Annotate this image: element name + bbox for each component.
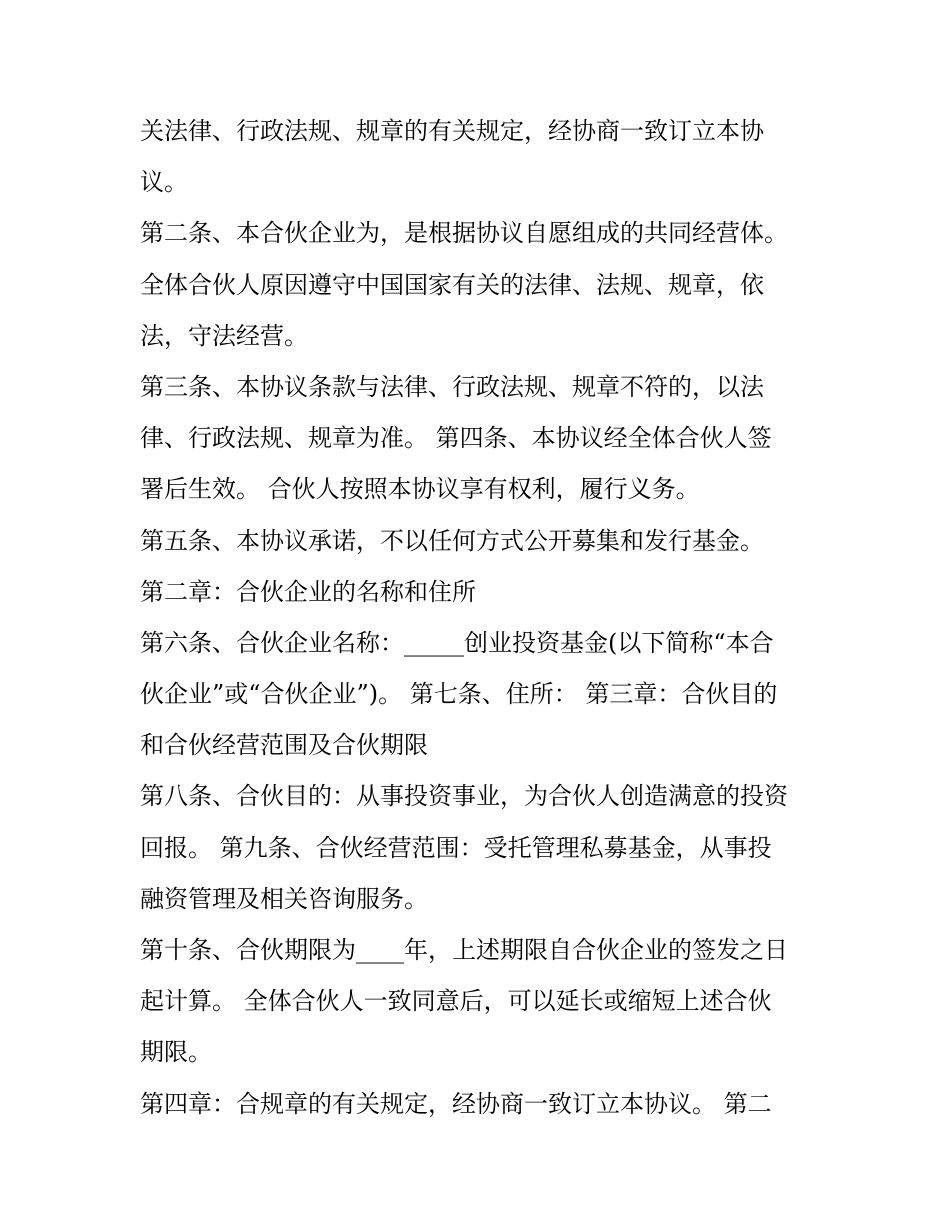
text-line: 律、行政法规、规章为准。 第四条、本协议经全体合伙人签 [140, 424, 772, 453]
text-line: 法，守法经营。 [140, 321, 308, 350]
text-line: 第三条、本协议条款与法律、行政法规、规章不符的，以法 [140, 372, 764, 401]
text-line: 期限。 [140, 1038, 212, 1067]
text-line: 署后生效。 合伙人按照本协议享有权利，履行义务。 [140, 475, 700, 504]
text-line: 起计算。 全体合伙人一致同意后，可以延长或缩短上述合伙 [140, 987, 772, 1016]
text-line: 第二条、本合伙企业为，是根据协议自愿组成的共同经营体。 [140, 219, 788, 248]
document-body [140, 106, 830, 1130]
text-line: 第八条、合伙目的：从事投资事业，为合伙人创造满意的投资 [140, 782, 788, 811]
text-line: 第十条、合伙期限为____年，上述期限自合伙企业的签发之日 [140, 936, 788, 964]
chapter-heading: 第二章：合伙企业的名称和住所 [140, 577, 476, 606]
text-line: 融资管理及相关咨询服务。 [140, 884, 428, 913]
text-line: 关法律、行政法规、规章的有关规定，经协商一致订立本协 [140, 117, 764, 145]
text-line: 回报。 第九条、合伙经营范围：受托管理私募基金，从事投 [140, 833, 772, 862]
text-line: 议。 [140, 168, 188, 197]
text-line: 全体合伙人原因遵守中国国家有关的法律、法规、规章，依 [140, 270, 764, 299]
text-line: 第五条、本协议承诺，不以任何方式公开募集和发行基金。 [140, 526, 764, 555]
text-line: 第四章：合规章的有关规定，经协商一致订立本协议。 第二 [140, 1089, 772, 1118]
text-line: 和合伙经营范围及合伙期限 [140, 731, 428, 760]
text-line: 伙企业”或“合伙企业”)。 第七条、住所： 第三章：合伙目的 [140, 680, 778, 709]
text-line: 第六条、合伙企业名称：_____创业投资基金(以下简称“本合 [140, 628, 774, 657]
